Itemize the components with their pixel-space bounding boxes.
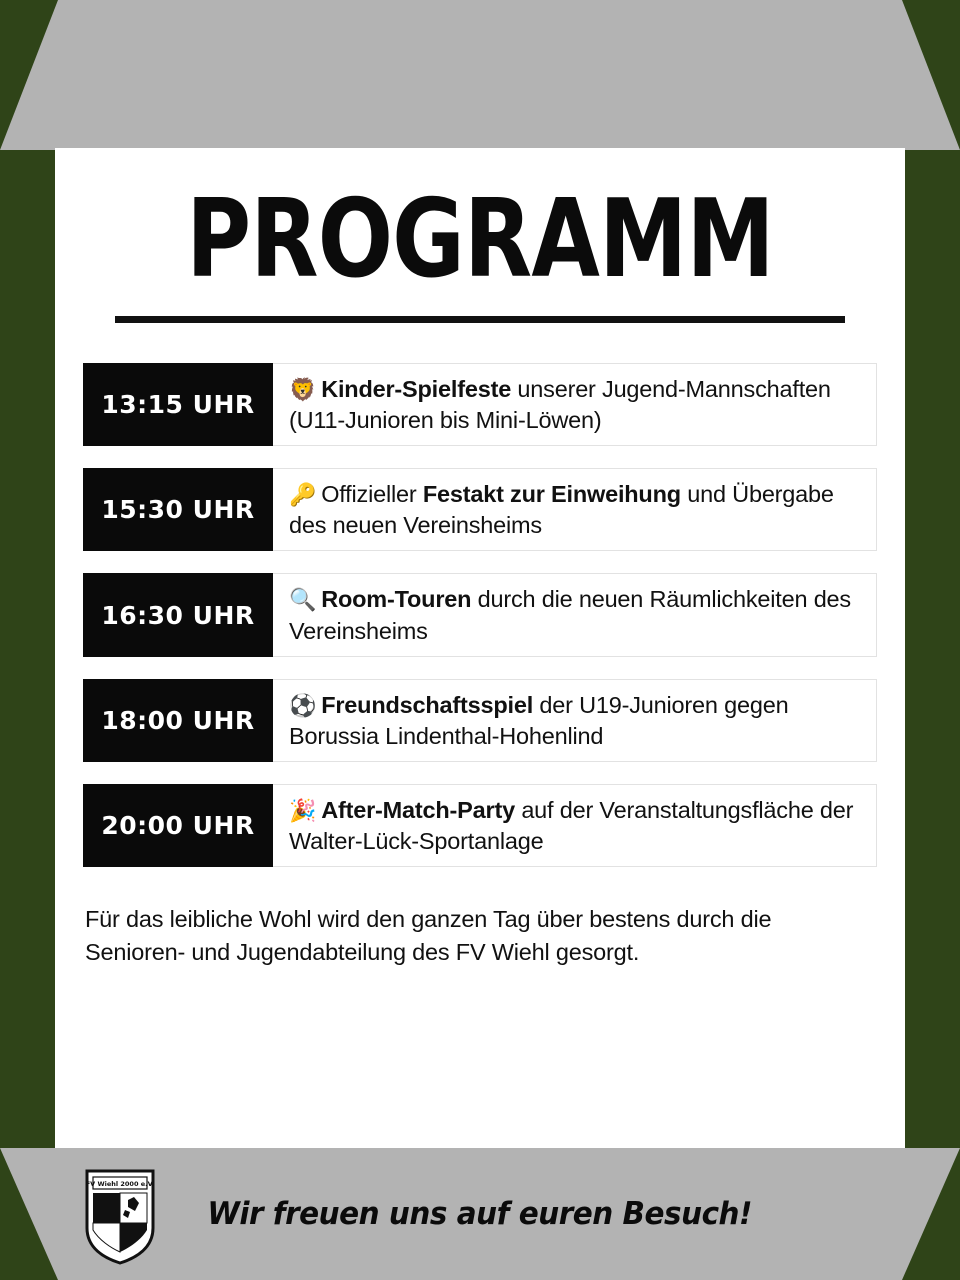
catering-footnote: Für das leibliche Wohl wird den ganzen Tag über bestens durch die Senioren- und Jugendabteilung des FV Wiehl gesorgt. [85,906,772,965]
schedule-text: auf der Veranstaltungsfläche der Walter-Lück-Sportanlage [289,796,854,855]
list-item [83,363,877,446]
schedule-highlight: Kinder-Spielfeste [321,376,512,402]
list-item [83,784,877,867]
key-emoji: 🔑 [289,483,317,509]
schedule-description [273,784,877,867]
schedule-time: 15:30 UHR [83,468,273,551]
svg-text:FV Wiehl 2000 e.V.: FV Wiehl 2000 e.V. [85,1180,155,1188]
top-grey-band [0,0,960,150]
page-title: PROGRAMM [186,177,774,302]
soccer-ball-emoji: ⚽ [289,693,317,719]
list-item [83,573,877,656]
schedule-description [273,468,877,551]
schedule-text-pre: Offizieller [321,481,423,508]
schedule-text: der U19-Junioren gegen Borussia Lindenthal-Hohenlind [289,691,789,749]
schedule-time: 20:00 UHR [83,784,273,867]
closing-banner [0,1148,960,1280]
closing-text: Wir freuen uns auf euren Besuch! [207,1196,753,1232]
list-item [83,679,877,762]
schedule-description [273,573,877,656]
schedule-highlight: Festakt zur Einweihung [422,481,681,508]
content-sheet [55,148,905,1148]
schedule-text: und Übergabe des neuen Vereinsheims [289,481,834,539]
schedule-time: 16:30 UHR [83,573,273,656]
schedule-list [55,363,905,867]
schedule-text: unserer Jugend-Mannschaften (U11-Junioren bis Mini-Löwen) [289,376,831,434]
party-popper-emoji: 🎉 [289,798,317,824]
schedule-highlight: Room-Touren [321,586,472,613]
schedule-text: durch die neuen Räumlichkeiten des Vereinsheims [289,586,851,644]
schedule-time: 13:15 UHR [83,363,273,446]
list-item [83,468,877,551]
magnifying-glass-emoji: 🔍 [289,588,317,614]
schedule-highlight: Freundschaftsspiel [321,691,534,718]
schedule-time: 18:00 UHR [83,679,273,762]
schedule-description [273,363,877,446]
lion-face-emoji: 🦁 [289,378,317,403]
schedule-description [273,679,877,762]
title-divider [115,316,845,323]
schedule-highlight: After-Match-Party [321,796,515,823]
